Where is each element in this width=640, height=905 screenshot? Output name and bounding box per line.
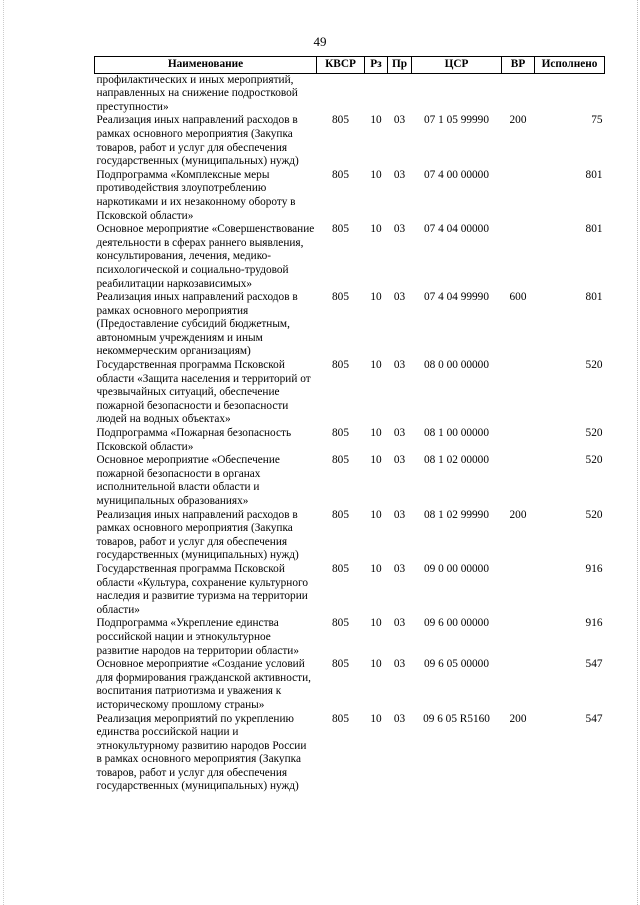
row-kvsr: 805 [332,427,349,440]
row-rz: 10 [370,508,382,521]
row-executed: 520 [585,359,603,372]
row-pr: 03 [393,114,406,127]
row-vr: 200 [509,712,527,725]
row-executed: 801 [585,223,603,236]
row-csr: 09 6 00 00000 [424,617,489,630]
row-rz: 10 [370,617,382,630]
row-rz: 10 [370,658,382,671]
row-executed: 520 [585,427,603,440]
row-csr: 07 4 04 00000 [424,223,489,236]
row-csr: 08 1 00 00000 [424,427,489,440]
row-name: Подпрограмма «Пожарная безопасность Псковской области» [96,427,292,453]
row-pr: 03 [393,291,406,304]
row-rz: 10 [370,427,382,440]
row-csr: 09 0 00 00000 [424,562,489,575]
row-csr [412,73,502,114]
row-name: Подпрограмма «Комплексные меры противодействия злоупотреблению наркотиками и их незаконному обороту в Псковской области» [96,168,296,222]
table-row [95,713,605,795]
row-vr [502,427,535,454]
row-pr: 03 [393,168,406,181]
row-executed: 547 [585,712,603,725]
row-vr [502,359,535,427]
row-executed: 916 [585,617,603,630]
row-kvsr [317,73,365,114]
col-header-executed: Исполнено [535,57,605,74]
row-csr: 08 1 02 99990 [424,508,489,521]
table-row [95,658,605,712]
row-pr: 03 [393,359,406,372]
table-row [95,169,605,223]
row-rz: 10 [370,291,382,304]
row-name: профилактических и иных мероприятий, направленных на снижение подростковой преступности» [96,73,298,113]
col-header-kvsr: КВСР [317,57,365,74]
row-executed: 801 [585,291,603,304]
row-vr: 600 [509,291,527,304]
row-kvsr: 805 [332,658,349,671]
budget-table [94,56,605,794]
row-pr: 03 [393,562,406,575]
row-vr [502,223,535,291]
row-kvsr: 805 [332,168,349,181]
page-number: 49 [313,34,327,49]
row-name: Реализация мероприятий по укреплению единства российской нации и этнокультурному развитию народов России в рамках основного мероприятия (Закупка товаров, работ и услуг для обеспечения государственных (муниципальных) нужд) [96,712,307,793]
table-row [95,563,605,617]
row-name: Реализация иных направлений расходов в рамках основного мероприятия (Предоставление субсидий бюджетным, автономным учреждениям и иным некоммерческим организациям) [96,291,298,358]
table-row [95,291,605,359]
row-name: Подпрограмма «Укрепление единства российской нации и этнокультурное развитие народов на территории области» [96,617,299,657]
row-csr: 07 1 05 99990 [424,114,489,127]
table-row [95,509,605,563]
row-csr: 08 0 00 00000 [424,359,489,372]
row-kvsr: 805 [332,223,349,236]
scan-edge-left [3,0,5,905]
row-pr: 03 [393,658,406,671]
col-header-csr: ЦСР [412,57,502,74]
table-row [95,427,605,454]
row-csr: 09 6 05 R5160 [423,712,490,725]
row-vr [502,563,535,617]
row-rz: 10 [370,712,382,725]
table-header-row [95,57,605,74]
row-pr: 03 [393,712,406,725]
row-name: Реализация иных направлений расходов в рамках основного мероприятия (Закупка товаров, работ и услуг для обеспечения государственных (муниципальных) нужд) [96,508,299,562]
row-kvsr: 805 [332,508,349,521]
row-pr: 03 [393,617,406,630]
table-row [95,223,605,291]
row-csr: 09 6 05 00000 [424,658,489,671]
row-pr: 03 [393,223,406,236]
table-row [95,114,605,168]
table-row [95,617,605,658]
row-executed: 916 [585,562,603,575]
row-rz: 10 [370,168,382,181]
row-name: Основное мероприятие «Совершенствование деятельности в сферах раннего выявления, консультирования, лечения, медико-психологической и социально-трудовой реабилитации наркозависимых» [96,223,315,290]
row-rz: 10 [370,223,382,236]
row-vr: 200 [509,114,527,127]
row-executed: 520 [585,508,603,521]
row-csr: 07 4 00 00000 [424,168,489,181]
row-vr [502,454,535,508]
table-row [95,454,605,508]
row-name: Государственная программа Псковской области «Защита населения и территорий от чрезвычайных ситуаций, обеспечение пожарной безопасности и безопасности людей на водных объектах» [96,359,311,426]
col-header-vr: ВР [502,57,535,74]
row-kvsr: 805 [332,114,349,127]
row-name: Государственная программа Псковской области «Культура, сохранение культурного наследия и развитие туризма на территории области» [96,562,308,616]
row-kvsr: 805 [332,712,349,725]
row-kvsr: 805 [332,454,349,467]
col-header-name: Наименование [95,57,317,74]
row-vr [502,169,535,223]
row-vr [502,73,535,114]
row-pr: 03 [393,454,406,467]
row-name: Основное мероприятие «Создание условий для формирования гражданской активности, воспитания патриотизма и уважения к историческому прошлому страны» [96,658,311,711]
row-vr: 200 [509,508,527,521]
row-name: Основное мероприятие «Обеспечение пожарной безопасности в органах исполнительной власти области и муниципальных образованиях» [96,454,280,507]
row-rz [365,73,388,114]
row-executed: 75 [591,114,603,127]
row-executed: 547 [585,658,603,671]
row-vr [502,658,535,712]
row-vr [502,617,535,658]
row-pr: 03 [393,508,406,521]
table-row [95,359,605,427]
row-pr: 03 [393,427,406,440]
row-csr: 08 1 02 00000 [424,454,489,467]
row-executed: 520 [585,454,603,467]
row-name: Реализация иных направлений расходов в рамках основного мероприятия (Закупка товаров, работ и услуг для обеспечения государственных (муниципальных) нужд) [96,114,299,168]
row-kvsr: 805 [332,562,349,575]
row-rz: 10 [370,114,382,127]
row-kvsr: 805 [332,291,349,304]
row-rz: 10 [370,454,382,467]
row-executed [535,73,605,114]
row-kvsr: 805 [332,617,349,630]
col-header-pr: Пр [388,57,412,74]
row-rz: 10 [370,562,382,575]
row-pr [388,73,412,114]
row-kvsr: 805 [332,359,349,372]
table-row [95,73,605,114]
row-csr: 07 4 04 99990 [424,291,489,304]
row-executed: 801 [585,168,603,181]
row-rz: 10 [370,359,382,372]
col-header-rz: Рз [365,57,388,74]
